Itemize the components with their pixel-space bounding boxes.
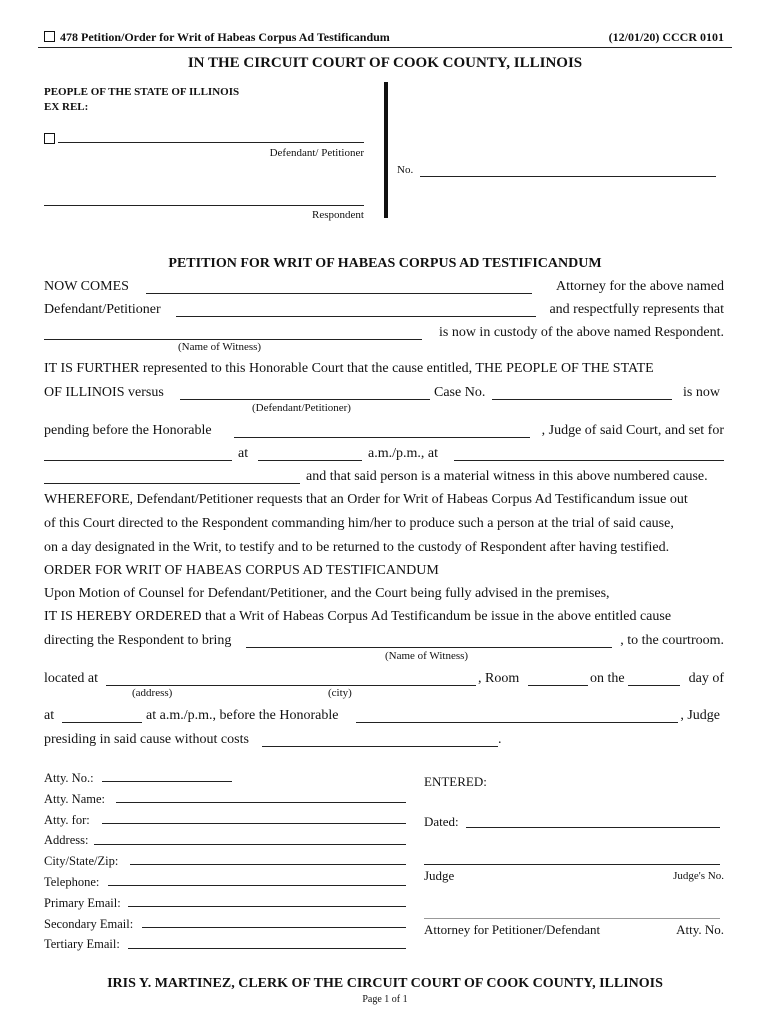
entered-label: ENTERED: bbox=[424, 774, 487, 789]
is-now-text: is now bbox=[683, 385, 720, 400]
respondent-label: Respondent bbox=[312, 209, 364, 221]
now-comes-label: NOW COMES bbox=[44, 279, 129, 294]
judge-set-text: , Judge of said Court, and set for bbox=[541, 423, 724, 438]
material-text: and that said person is a material witness in this above numbered cause. bbox=[306, 469, 708, 484]
page-number: Page 1 of 1 bbox=[362, 994, 408, 1005]
order-witness-caption: (Name of Witness) bbox=[385, 650, 469, 662]
day-of-text: day of bbox=[688, 671, 724, 686]
order-judge-line[interactable] bbox=[356, 722, 678, 723]
wherefore-line-2: of this Court directed to the Respondent commanding him/her to produce such a person at the trial of said cause, bbox=[44, 516, 674, 531]
case-no-label: No. bbox=[397, 164, 414, 176]
attorney-for-label: Attorney for Petitioner/Defendant bbox=[424, 922, 601, 937]
witness-caption: (Name of Witness) bbox=[178, 341, 262, 353]
order-judge-text: , Judge bbox=[680, 708, 720, 723]
tertiary-email-label: Tertiary Email: bbox=[44, 937, 120, 952]
judge-signature-line[interactable] bbox=[424, 864, 720, 865]
judge-label: Judge bbox=[424, 868, 455, 883]
am-pm-text: a.m./p.m., at bbox=[368, 446, 438, 461]
courtroom-text: , to the courtroom. bbox=[620, 633, 724, 648]
period-text: . bbox=[498, 732, 502, 747]
city-state-zip-field[interactable] bbox=[130, 864, 406, 865]
def-pet-caption: (Defendant/Petitioner) bbox=[252, 402, 351, 414]
dated-label: Dated: bbox=[424, 814, 459, 829]
atty-for-field[interactable] bbox=[102, 823, 406, 824]
case-no-line[interactable] bbox=[420, 176, 716, 177]
presiding-text: presiding in said cause without costs bbox=[44, 732, 249, 747]
upon-text: Upon Motion of Counsel for Defendant/Petitioner, and the Court being fully advised in the premises, bbox=[44, 586, 610, 601]
form-title: 478 Petition/Order for Writ of Habeas Corpus Ad Testificandum bbox=[44, 30, 390, 45]
defendant-label: Defendant/ Petitioner bbox=[269, 147, 364, 159]
attorney-block bbox=[44, 768, 133, 955]
address-field[interactable] bbox=[94, 844, 406, 845]
checkbox-icon[interactable] bbox=[44, 31, 55, 42]
order-at-text: at bbox=[44, 708, 55, 723]
in-custody-text: is now in custody of the above named Respondent. bbox=[438, 325, 724, 340]
respondent-line[interactable] bbox=[44, 205, 364, 206]
attorney-signature-line[interactable] bbox=[424, 918, 720, 919]
attorney-for-text: Attorney for the above named bbox=[556, 279, 724, 294]
honorable-line[interactable] bbox=[234, 437, 530, 438]
secondary-email-field[interactable] bbox=[142, 927, 406, 928]
court-title: IN THE CIRCUIT COURT OF COOK COUNTY, ILLINOIS bbox=[187, 55, 583, 71]
city-state-zip-label: City/State/Zip: bbox=[44, 854, 119, 869]
atty-name-field[interactable] bbox=[116, 802, 406, 803]
bring-witness-line[interactable] bbox=[246, 647, 612, 648]
address-line[interactable] bbox=[106, 685, 476, 686]
petition-case-no-line[interactable] bbox=[492, 399, 672, 400]
located-at-text: located at bbox=[44, 671, 99, 686]
before-text: at a.m./p.m., before the Honorable bbox=[146, 708, 339, 723]
telephone-label: Telephone: bbox=[44, 874, 100, 889]
costs-line[interactable] bbox=[262, 746, 498, 747]
further-text: IT IS FURTHER represented to this Honorable Court that the cause entitled, THE PEOPLE OF THE STATE bbox=[44, 361, 654, 376]
tertiary-email-field[interactable] bbox=[128, 948, 406, 949]
atty-name-label: Atty. Name: bbox=[44, 791, 105, 806]
atty-for-label: Atty. for: bbox=[44, 812, 90, 827]
wherefore-line-1: WHEREFORE, Defendant/Petitioner requests that an Order for Writ of Habeas Corpus Ad Testificandum issue out bbox=[44, 492, 688, 507]
room-text: , Room bbox=[478, 671, 520, 686]
entered-atty-no-label: Atty. No. bbox=[676, 922, 724, 937]
order-title: ORDER FOR WRIT OF HABEAS CORPUS AD TESTIFICANDUM bbox=[44, 563, 439, 578]
def-pet-line[interactable] bbox=[176, 316, 536, 317]
checkbox-icon[interactable] bbox=[44, 133, 55, 144]
people-caption: PEOPLE OF THE STATE OF ILLINOIS EX REL: bbox=[44, 86, 240, 113]
form-code: (12/01/20) CCCR 0101 bbox=[608, 30, 724, 44]
atty-no-field[interactable] bbox=[102, 781, 232, 782]
defendant-line[interactable] bbox=[58, 142, 364, 143]
respectfully-text: and respectfully represents that bbox=[549, 302, 724, 317]
now-comes-line[interactable] bbox=[146, 293, 532, 294]
def-pet-label: Defendant/Petitioner bbox=[44, 302, 161, 317]
location-line-2[interactable] bbox=[44, 483, 300, 484]
judges-no-label: Judge's No. bbox=[673, 870, 724, 882]
defendant-checkbox[interactable] bbox=[44, 130, 60, 148]
versus-line[interactable] bbox=[180, 399, 430, 400]
witness-line[interactable] bbox=[44, 339, 422, 340]
dated-line[interactable] bbox=[466, 827, 720, 828]
directing-text: directing the Respondent to bring bbox=[44, 633, 232, 648]
location-line[interactable] bbox=[454, 460, 724, 461]
case-no-text: Case No. bbox=[434, 385, 486, 400]
address-caption: (address) bbox=[132, 687, 173, 699]
primary-email-field[interactable] bbox=[128, 906, 406, 907]
atty-no-label: Atty. No.: bbox=[44, 771, 94, 785]
clerk-footer: IRIS Y. MARTINEZ, CLERK OF THE CIRCUIT COURT OF COOK COUNTY, ILLINOIS bbox=[107, 976, 663, 991]
city-caption: (city) bbox=[328, 687, 352, 699]
telephone-field[interactable] bbox=[108, 885, 406, 886]
caption-divider bbox=[384, 82, 388, 218]
petition-title: PETITION FOR WRIT OF HABEAS CORPUS AD TESTIFICANDUM bbox=[168, 256, 602, 271]
illinois-versus-text: OF ILLINOIS versus bbox=[44, 385, 164, 400]
at-text: at bbox=[238, 446, 249, 461]
address-label: Address: bbox=[44, 833, 89, 848]
wherefore-line-3: on a day designated in the Writ, to testify and to be returned to the custody of Respondent after having testified. bbox=[44, 540, 670, 555]
order-time-line[interactable] bbox=[62, 722, 142, 723]
pending-text: pending before the Honorable bbox=[44, 423, 212, 438]
hereby-text: IT IS HEREBY ORDERED that a Writ of Habeas Corpus Ad Testificandum be issue in the above entitled cause bbox=[44, 609, 672, 624]
room-line[interactable] bbox=[528, 685, 588, 686]
day-line[interactable] bbox=[628, 685, 680, 686]
header-rule bbox=[38, 47, 732, 48]
date-line[interactable] bbox=[44, 460, 232, 461]
primary-email-label: Primary Email: bbox=[44, 895, 121, 910]
time-line[interactable] bbox=[258, 460, 362, 461]
secondary-email-label: Secondary Email: bbox=[44, 916, 134, 931]
on-the-text: on the bbox=[590, 671, 625, 686]
